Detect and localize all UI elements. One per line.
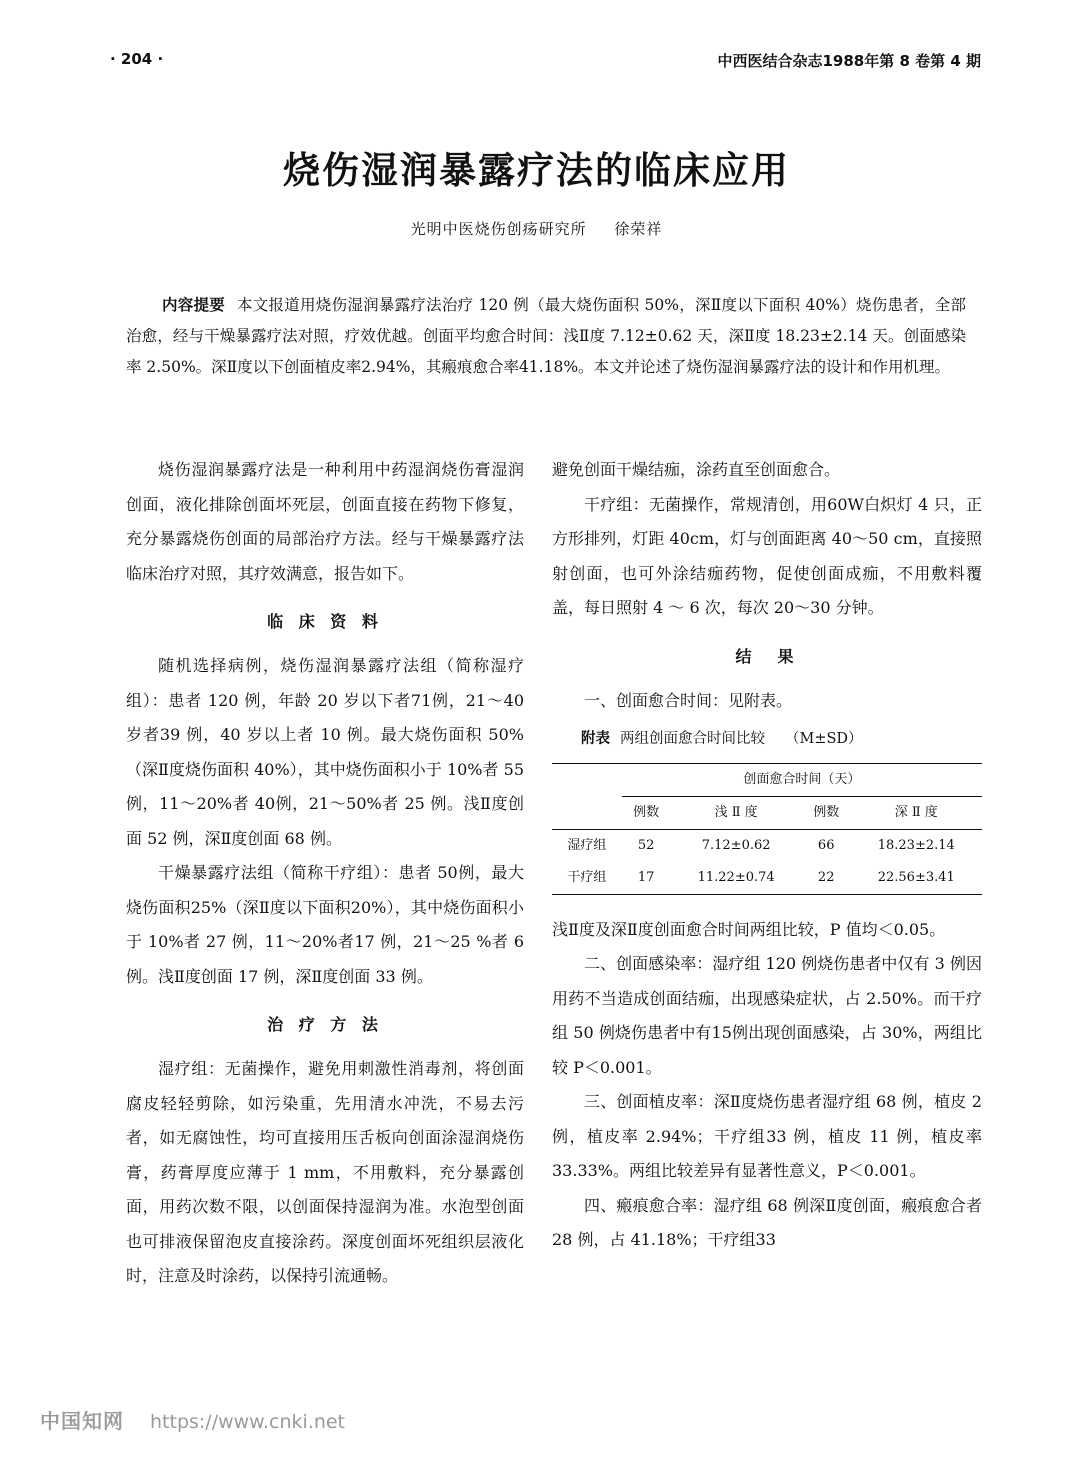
result-infection-rate: 二、创面感染率：湿疗组 120 例烧伤患者中仅有 3 例因用药不当造成创面结痂，出现感染症状，占 2.50%。而干疗组 50 例烧伤患者中有15例出现创面感染，占 30%，两组比较 P＜0.001。 (552, 954, 982, 1077)
cnki-url: https://www.cnki.net (150, 1411, 346, 1433)
table-header-blank (552, 796, 622, 829)
abstract-text: 本文报道用烧伤湿润暴露疗法治疗 120 例（最大烧伤面积 50%，深Ⅱ度以下面积 40%）烧伤患者，全部治愈，经与干燥暴露疗法对照，疗效优越。创面平均愈合时间：浅Ⅱ度 7.12±0.62 天，深Ⅱ度 18.23±2.14 天。创面感染率 2.50%。深Ⅱ度以下创面植皮率2.94%，其瘢痕愈合率41.18%。本文并论述了烧伤湿润暴露疗法的设计和作用机理。 (126, 296, 966, 376)
table-cell: 17 (637, 869, 655, 885)
table-cell: 22 (817, 869, 835, 885)
table-cell: 7.12±0.62 (701, 837, 771, 853)
table-cell: 湿疗组 (567, 837, 607, 853)
result-graft-rate: 三、创面植皮率：深Ⅱ度烧伤患者湿疗组 68 例，植皮 2 例，植皮率 2.94%；干疗组33 例，植皮 11 例，植皮率 33.33%。两组比较差异有显著性意义，P＜0.001。 (552, 1092, 982, 1180)
table-caption-unit: （M±SD） (785, 731, 863, 747)
table-header: 浅 Ⅱ 度 (714, 804, 758, 820)
author-affiliation: 光明中医烧伤创疡研究所 (410, 220, 587, 238)
table-cell: 18.23±2.14 (877, 837, 955, 853)
left-column (126, 453, 524, 1294)
paragraph-dry-group: 干燥暴露疗法组（简称干疗组）：患者 50例，最大烧伤面积25%（深Ⅱ度以下面积20%），其中烧伤面积小于 10%者 27 例，11～20%者17 例，21～25 %者 6 例。浅Ⅱ度创面 17 例，深Ⅱ度创面 33 例。 (126, 863, 524, 986)
table-header: 深 Ⅱ 度 (894, 804, 938, 820)
paragraph-continued: 避免创面干燥结痂，涂药直至创面愈合。 (552, 460, 841, 479)
intro-paragraph: 烧伤湿润暴露疗法是一种利用中药湿润烧伤膏湿润创面，液化排除创面坏死层，创面直接在药物下修复，充分暴露烧伤创面的局部治疗方法。经与干燥暴露疗法临床治疗对照，其疗效满意，报告如下。 (126, 460, 524, 583)
table-group-header-row (552, 763, 982, 796)
paragraph-wet-group: 随机选择病例，烧伤湿润暴露疗法组（简称湿疗组）：患者 120 例，年龄 20 岁以下者71例，21～40 岁者39 例，40 岁以上者 10 例。最大烧伤面积 50%（深Ⅱ度烧伤面积 40%），其中烧伤面积小于 10%者 55 例，11～20%者 40例，21～50%者 25 例。浅Ⅱ度创面 52 例，深Ⅱ度创面 68 例。 (126, 656, 524, 848)
table-corner-cell (552, 763, 622, 796)
table-row (552, 829, 982, 862)
table-note: 浅Ⅱ度及深Ⅱ度创面愈合时间两组比较，P 值均＜0.05。 (552, 919, 946, 939)
table-cell: 52 (637, 837, 655, 853)
paragraph-dry-method: 干疗组：无菌操作，常规清创，用60W白炽灯 4 只，正方形排列，灯距 40cm，灯与创面距离 40～50 cm，直接照射创面，也可外涂结痂药物，促使创面成痂，不用敷料覆盖，每日照射 4 ～ 6 次，每次 20～30 分钟。 (552, 494, 982, 617)
abstract (126, 290, 966, 383)
running-head (0, 50, 1073, 74)
paragraph-wet-method: 湿疗组：无菌操作，避免用刺激性消毒剂，将创面腐皮轻轻剪除，如污染重，先用清水冲洗，不易去污者，如无腐蚀性，均可直接用压舌板向创面涂湿润烧伤膏，药膏厚度应薄于 1 mm，不用敷料，充分暴露创面，用药次数不限，以创面保持湿润为准。水泡型创面也可排液保留泡皮直接涂药。深度创面坏死组织层液化时，注意及时涂药，以保持引流通畅。 (126, 1059, 524, 1285)
table-caption (552, 722, 982, 757)
table-cell: 22.56±3.41 (877, 869, 955, 885)
journal-citation: 中西医结合杂志1988年第 8 卷第 4 期 (717, 52, 981, 70)
healing-time-table (552, 763, 982, 895)
article-title: 烧伤湿润暴露疗法的临床应用 (283, 149, 790, 192)
author-name: 徐荣祥 (614, 220, 663, 238)
section-heading-clinical-data: 临 床 资 料 (267, 612, 383, 631)
table-cell: 66 (817, 837, 835, 853)
result-scar-rate: 四、瘢痕愈合率：湿疗组 68 例深Ⅱ度创面，瘢痕愈合者 28 例，占 41.18%；干疗组33 (552, 1195, 982, 1249)
table-caption-label: 附表 (581, 731, 610, 747)
table-header-row (552, 796, 982, 829)
watermark (40, 1405, 345, 1434)
section-heading-results: 结 果 (735, 646, 799, 666)
table-header: 例数 (813, 804, 840, 820)
table-row (552, 862, 982, 895)
author-line (0, 218, 1073, 239)
result-healing-time: 一、创面愈合时间：见附表。 (584, 690, 793, 710)
table-header: 例数 (633, 804, 660, 820)
right-column (552, 453, 982, 1258)
table-caption-text: 两组创面愈合时间比较 (620, 731, 765, 747)
section-heading-methods: 治 疗 方 法 (267, 1015, 383, 1034)
table-cell: 11.22±0.74 (697, 869, 775, 885)
page-number: · 204 · (110, 50, 164, 68)
table-group-header: 创面愈合时间（天） (622, 763, 982, 796)
abstract-label: 内容提要 (162, 296, 226, 314)
cnki-logo: 中国知网 (40, 1409, 124, 1433)
table-cell: 干疗组 (567, 869, 607, 885)
